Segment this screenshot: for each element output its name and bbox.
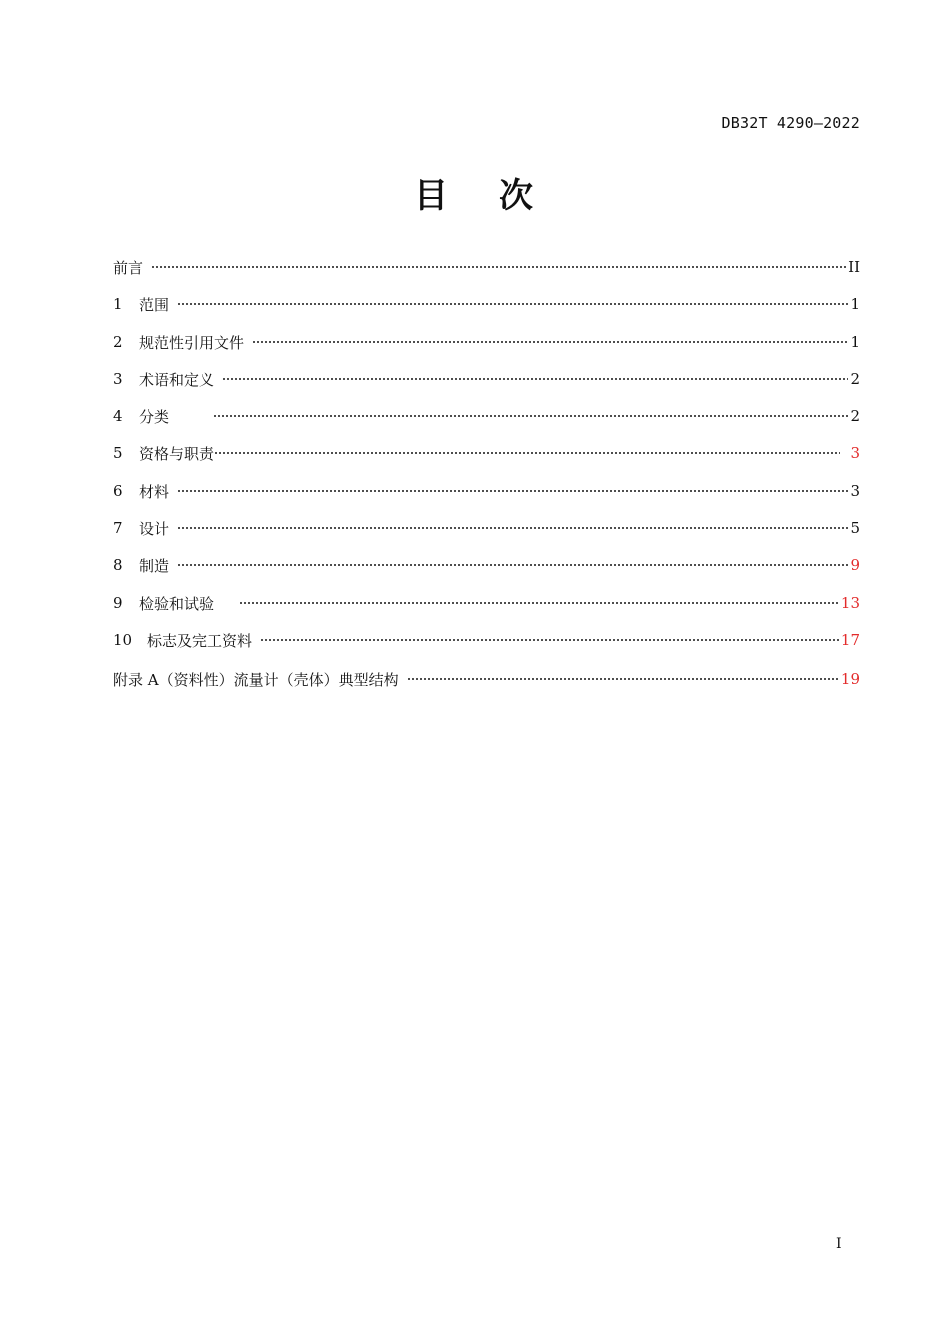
toc-entry-page: 1 [850, 295, 860, 313]
toc-leader-dots [177, 490, 848, 492]
toc-leader-dots [239, 602, 839, 604]
toc-entry-label: 范围 [139, 295, 170, 314]
toc-entry-label: 材料 [139, 482, 170, 501]
toc-entry-page: 13 [840, 594, 860, 612]
toc-entry-9[interactable] [113, 591, 860, 615]
toc-entry-label: 资格与职责 [139, 444, 215, 463]
toc-leader-dots [252, 341, 848, 343]
toc-entry-number: 1 [113, 295, 123, 313]
toc-entry-page: 5 [850, 519, 860, 537]
document-code: DB32T 4290—2022 [721, 114, 860, 132]
toc-entry-page: 2 [850, 370, 860, 388]
toc-entry-page: 19 [840, 670, 860, 688]
toc-entry-4[interactable] [113, 404, 860, 428]
toc-entry-number: 8 [113, 556, 123, 574]
toc-entry-number: 4 [113, 407, 123, 425]
toc-entry-label: 规范性引用文件 [139, 333, 245, 352]
toc-entry-2[interactable] [113, 330, 860, 354]
toc-leader-dots [151, 266, 846, 268]
toc-entry-number: 7 [113, 519, 123, 537]
toc-entry-label: 附录 A（资料性）流量计（壳体）典型结构 [113, 670, 399, 689]
toc-leader-dots [177, 527, 848, 529]
toc-entry-number: 10 [113, 631, 133, 649]
toc-entry-8[interactable] [113, 553, 860, 577]
toc-entry-10[interactable] [113, 628, 860, 652]
page-number: I [836, 1236, 842, 1252]
toc-entry-appendix-a[interactable] [113, 667, 860, 691]
toc-entry-page: 1 [850, 333, 860, 351]
toc-entry-1[interactable] [113, 292, 860, 316]
toc-entry-foreword[interactable] [113, 255, 860, 279]
toc-entry-label: 检验和试验 [139, 594, 215, 613]
toc-entry-5[interactable] [113, 441, 860, 465]
toc-entry-7[interactable] [113, 516, 860, 540]
page-title [0, 168, 950, 217]
toc-entry-page: 3 [850, 482, 860, 500]
toc-entry-number: 3 [113, 370, 123, 388]
toc-leader-dots [177, 303, 848, 305]
toc-entry-number: 9 [113, 594, 123, 612]
toc-entry-page: 2 [850, 407, 860, 425]
toc-entry-page: II [848, 258, 860, 276]
toc-entry-label: 分类 [139, 407, 170, 426]
toc-leader-dots [407, 678, 839, 680]
toc-entry-label: 标志及完工资料 [147, 631, 253, 650]
toc-leader-dots [260, 639, 839, 641]
toc-leader-dots [214, 452, 840, 454]
toc-entry-page: 3 [850, 444, 860, 462]
toc-entry-number: 6 [113, 482, 123, 500]
toc-entry-label: 制造 [139, 556, 170, 575]
toc-leader-dots [222, 378, 848, 380]
toc-entry-6[interactable] [113, 479, 860, 503]
toc-entry-page: 17 [840, 631, 860, 649]
toc-entry-number: 5 [113, 444, 123, 462]
toc-entry-label: 术语和定义 [139, 370, 215, 389]
title-char-2: 次 [499, 176, 536, 216]
toc-leader-dots [177, 564, 848, 566]
title-char-1: 目 [414, 176, 451, 216]
toc-entry-3[interactable] [113, 367, 860, 391]
toc-entry-page: 9 [850, 556, 860, 574]
toc-entry-label: 前言 [113, 258, 144, 277]
toc-entry-number: 2 [113, 333, 123, 351]
toc-entry-label: 设计 [139, 519, 170, 538]
toc-leader-dots [213, 415, 848, 417]
